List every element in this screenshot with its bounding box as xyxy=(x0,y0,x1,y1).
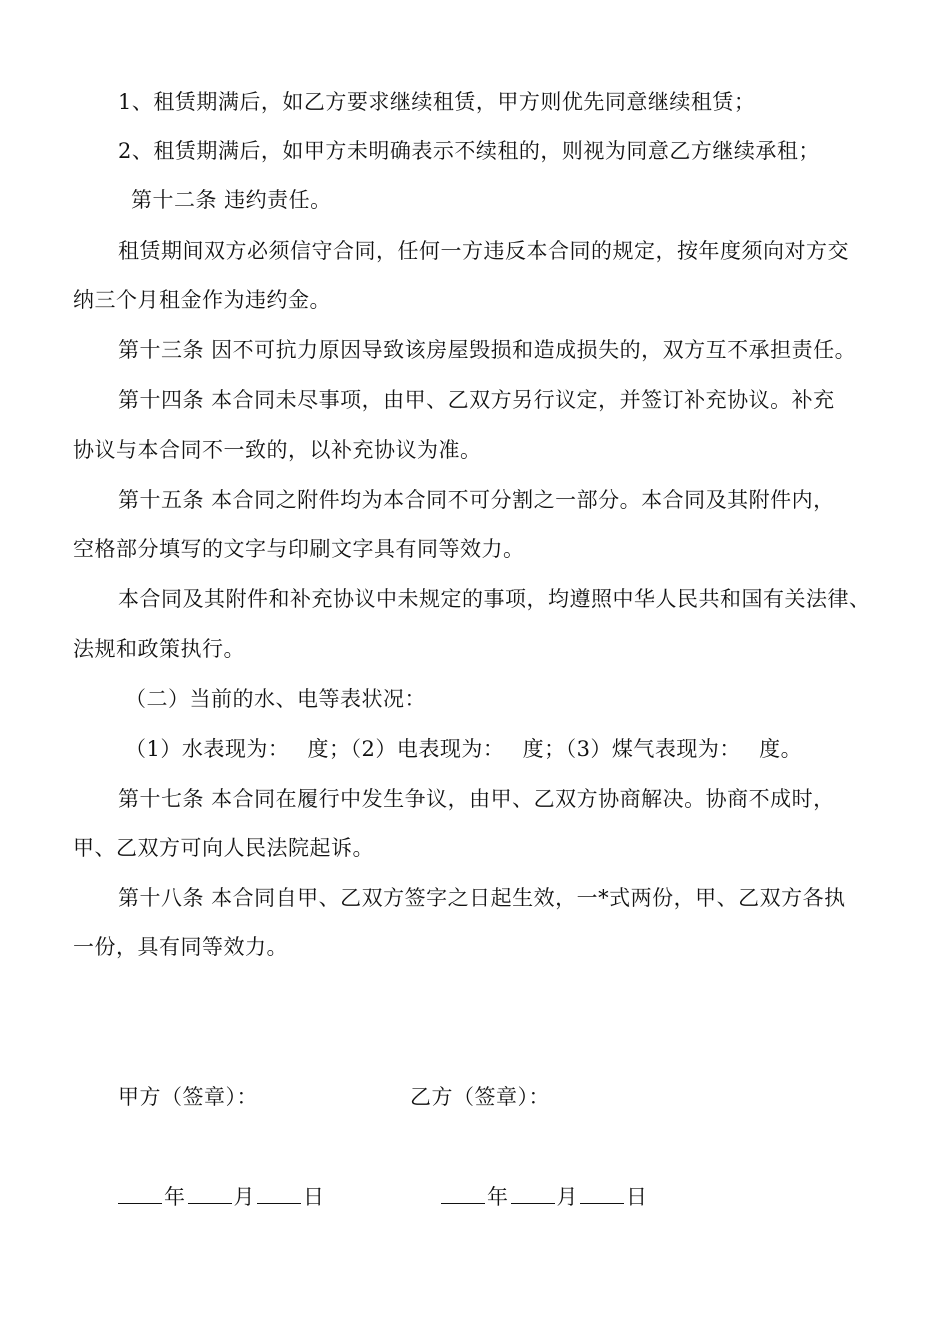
year-label: 年 xyxy=(164,1185,186,1209)
day-blank xyxy=(257,1202,301,1204)
meter-readings: （1）水表现为： 度；（2）电表现为： 度；（3）煤气表现为： 度。 xyxy=(125,737,803,761)
year-blank xyxy=(118,1202,162,1204)
article-12-body-line-1: 租赁期间双方必须信守合同，任何一方违反本合同的规定，按年度须向对方交 xyxy=(118,239,849,263)
day-label: 日 xyxy=(626,1185,648,1209)
article-12-body-line-2: 纳三个月租金作为违约金。 xyxy=(73,288,331,312)
year-blank xyxy=(441,1202,485,1204)
article-17-line-2: 甲、乙双方可向人民法院起诉。 xyxy=(73,836,374,860)
meter-status-title: （二）当前的水、电等表状况： xyxy=(125,687,426,711)
article-14-line-2: 协议与本合同不一致的，以补充协议为准。 xyxy=(73,438,482,462)
month-label: 月 xyxy=(233,1185,255,1209)
article-18-line-1: 第十八条 本合同自甲、乙双方签字之日起生效，一*式两份，甲、乙双方各执 xyxy=(118,886,846,910)
day-blank xyxy=(580,1202,624,1204)
article-13: 第十三条 因不可抗力原因导致该房屋毁损和造成损失的，双方互不承担责任。 xyxy=(118,338,857,362)
party-a-signature-label: 甲方（签章）： xyxy=(118,1085,258,1109)
month-label: 月 xyxy=(556,1185,578,1209)
day-label: 日 xyxy=(303,1185,325,1209)
article-14-line-1: 第十四条 本合同未尽事项，由甲、乙双方另行议定，并签订补充协议。补充 xyxy=(118,388,835,412)
party-b-signature-label: 乙方（签章）： xyxy=(410,1085,550,1109)
renewal-clause-1: 1、租赁期满后，如乙方要求继续租赁，甲方则优先同意继续租赁； xyxy=(118,90,756,114)
renewal-clause-2: 2、租赁期满后，如甲方未明确表示不续租的，则视为同意乙方继续承租； xyxy=(118,139,820,163)
article-15-line-1: 第十五条 本合同之附件均为本合同不可分割之一部分。本合同及其附件内， xyxy=(118,488,835,512)
applicable-law-line-2: 法规和政策执行。 xyxy=(73,637,245,661)
party-a-date-line xyxy=(118,1183,325,1211)
month-blank xyxy=(511,1202,555,1204)
article-18-line-2: 一份，具有同等效力。 xyxy=(73,935,288,959)
article-17-line-1: 第十七条 本合同在履行中发生争议，由甲、乙双方协商解决。协商不成时， xyxy=(118,787,835,811)
month-blank xyxy=(188,1202,232,1204)
year-label: 年 xyxy=(487,1185,509,1209)
article-12-title: 第十二条 违约责任。 xyxy=(131,188,332,212)
party-b-date-line xyxy=(441,1183,648,1211)
article-15-line-2: 空格部分填写的文字与印刷文字具有同等效力。 xyxy=(73,537,525,561)
applicable-law-line-1: 本合同及其附件和补充协议中未规定的事项，均遵照中华人民共和国有关法律、 xyxy=(118,587,871,611)
